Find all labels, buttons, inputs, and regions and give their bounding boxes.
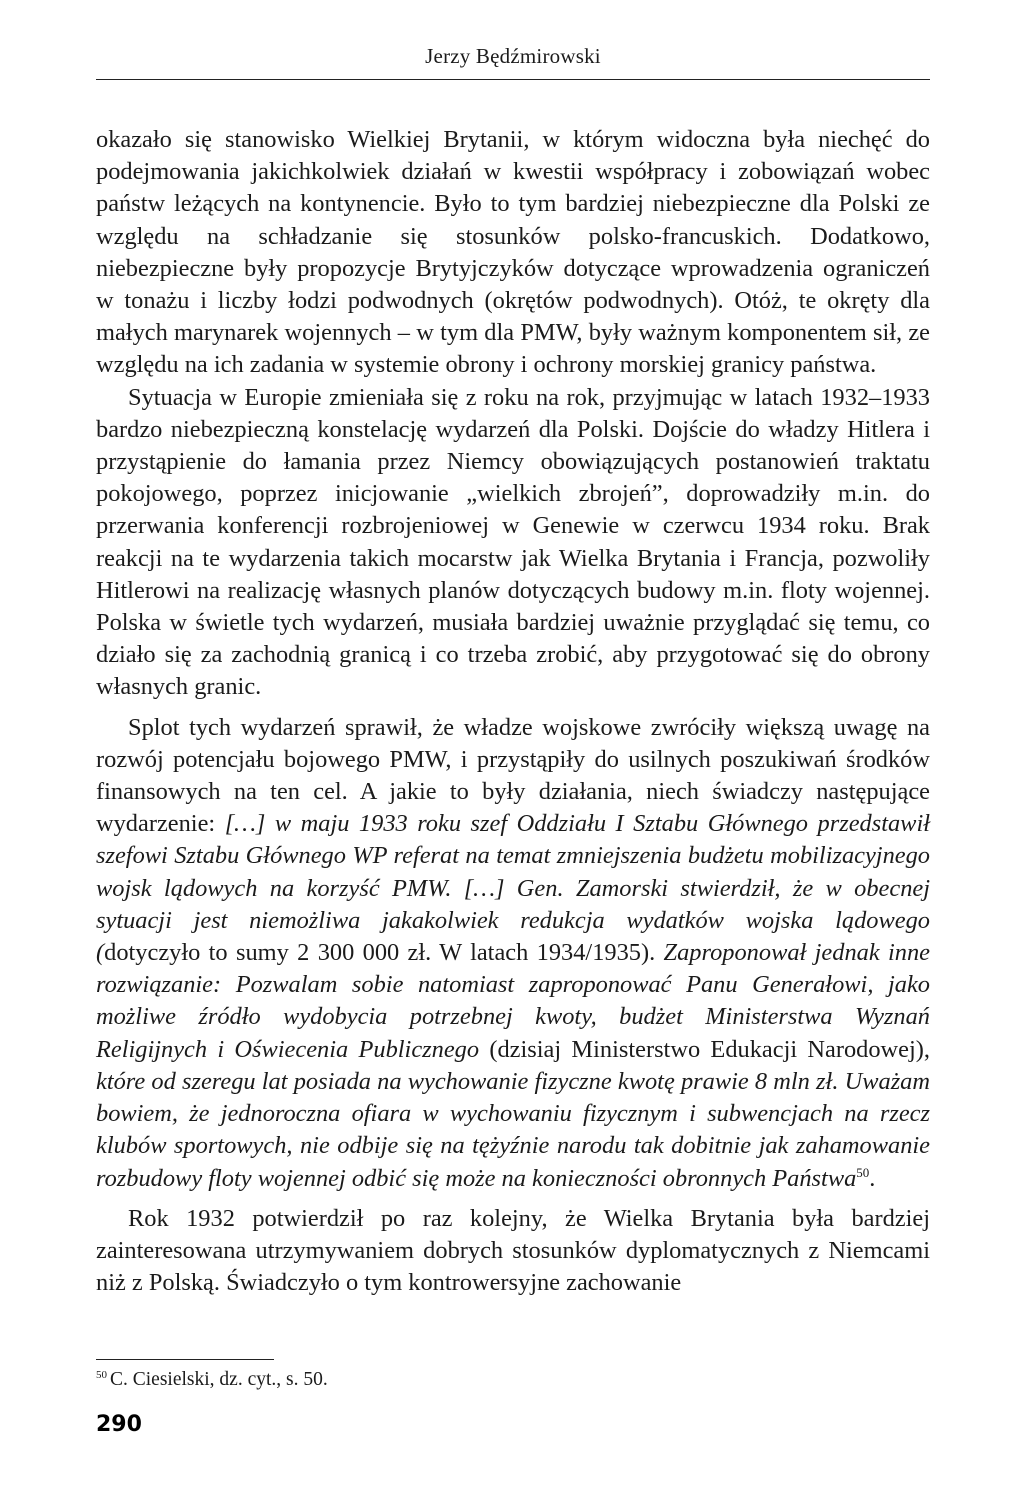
- paragraph-3-text-1: Splot tych wydarzeń sprawił, że władze wojskowe zwróciły większą uwagę na rozwój potencjału bojowego PMW, i przystąpiły do usilnych poszukiwań środków finansowych na ten cel. A jakie to były działania, niech świadczy następujące wydarzenie:: [96, 713, 930, 838]
- paragraph-2: Sytuacja w Europie zmieniała się z roku na rok, przyjmując w latach 1932–1933 bardzo niebezpieczną konstelację wydarzeń dla Polski. Dojście do władzy Hitlera i przystąpienie do łamania przez Niemcy obowiązujących postanowień traktatu pokojowego, poprzez inicjowanie „wielkich zbrojeń”, doprowadziły m.in. do przerwania konferencji rozbrojeniowej w Genewie w czerwcu 1934 roku. Brak reakcji na te wydarzenia takich mocarstw jak Wielka Brytania i Francja, pozwoliły Hitlerowi na realizację własnych planów dotyczących budowy m.in. floty wojennej. Polska w świetle tych wydarzeń, musiała bardziej uważnie przyglądać się temu, co działo się za zachodnią granicą i co trzeba zrobić, aby przygotować się do obrony własnych granic.: [96, 383, 930, 701]
- footnote-text: C. Ciesielski, dz. cyt., s. 50.: [110, 1369, 328, 1390]
- paragraph-4: Rok 1932 potwierdził po raz kolejny, że Wielka Brytania była bardziej zainteresowana utrzymywaniem dobrych stosunków dyplomatycznych z Niemcami niż z Polską. Świadczyło o tym kontrowersyjne zachowanie: [96, 1204, 930, 1297]
- footnote-divider: [96, 1359, 274, 1360]
- header-divider: [96, 79, 930, 80]
- body-text: [96, 124, 930, 1299]
- footnote-number: 50: [96, 1368, 107, 1381]
- paragraph-3-end: .: [869, 1164, 876, 1192]
- page-number: 290: [96, 1412, 142, 1437]
- paragraph-3-text-3: (dzisiaj Ministerstwo Edukacji Narodowej),: [489, 1035, 930, 1063]
- paragraph-3: [96, 712, 930, 1195]
- footnote: [96, 1368, 930, 1392]
- paragraph-3-quote-2: Zaproponował jednak inne rozwiązanie: Pozwalam sobie natomiast zaproponować Panu Generałowi, jako możliwe źródło wydobycia potrzebnej kwoty, budżet Ministerstwa Wyznań Religijnych i Oświecenia Publicznego: [96, 939, 930, 1063]
- paragraph-3-quote-1: […] w maju 1933 roku szef Oddziału I Sztabu Głównego przedstawił szefowi Sztabu Głównego WP referat na temat zmniejszenia budżetu mobilizacyjnego wojsk lądowych na korzyść PMW. […] Gen. Zamorski stwierdził, że w obecnej sytuacji jest niemożliwa jakakolwiek redukcja wydatków wojska lądowego (: [96, 810, 930, 967]
- paragraph-3-text-2: dotyczyło to sumy 2 300 000 zł. W latach 1934/1935).: [104, 939, 664, 967]
- paragraph-1: okazało się stanowisko Wielkiej Brytanii, w którym widoczna była niechęć do podejmowania jakichkolwiek działań w kwestii współpracy i zobowiązań wobec państw leżących na kontynencie. Było to tym bardziej niebezpieczne dla Polski ze względu na schładzanie się stosunków polsko-francuskich. Dodatkowo, niebezpieczne były propozycje Brytyjczyków dotyczące wprowadzenia ograniczeń w tonażu i liczby łodzi podwodnych (okrętów podwodnych). Otóż, te okręty dla małych marynarek wojennych – w tym dla PMW, były ważnym komponentem sił, ze względu na ich zadania w systemie obrony i ochrony morskiej granicy państwa.: [96, 126, 930, 379]
- running-header-author: Jerzy Będźmirowski: [425, 44, 601, 68]
- paragraph-3-quote-3: które od szeregu lat posiada na wychowanie fizyczne kwotę prawie 8 mln zł. Uważam bowiem, że jednoroczna ofiara w wychowaniu fizycznym i subwencjach na rzecz klubów sportowych, nie odbije się na tężyźnie narodu tak dobitnie jak zahamowanie rozbudowy floty wojennej odbić się może na konieczności obronnych Państwa: [96, 1067, 930, 1192]
- footnote-reference: 50: [856, 1164, 870, 1180]
